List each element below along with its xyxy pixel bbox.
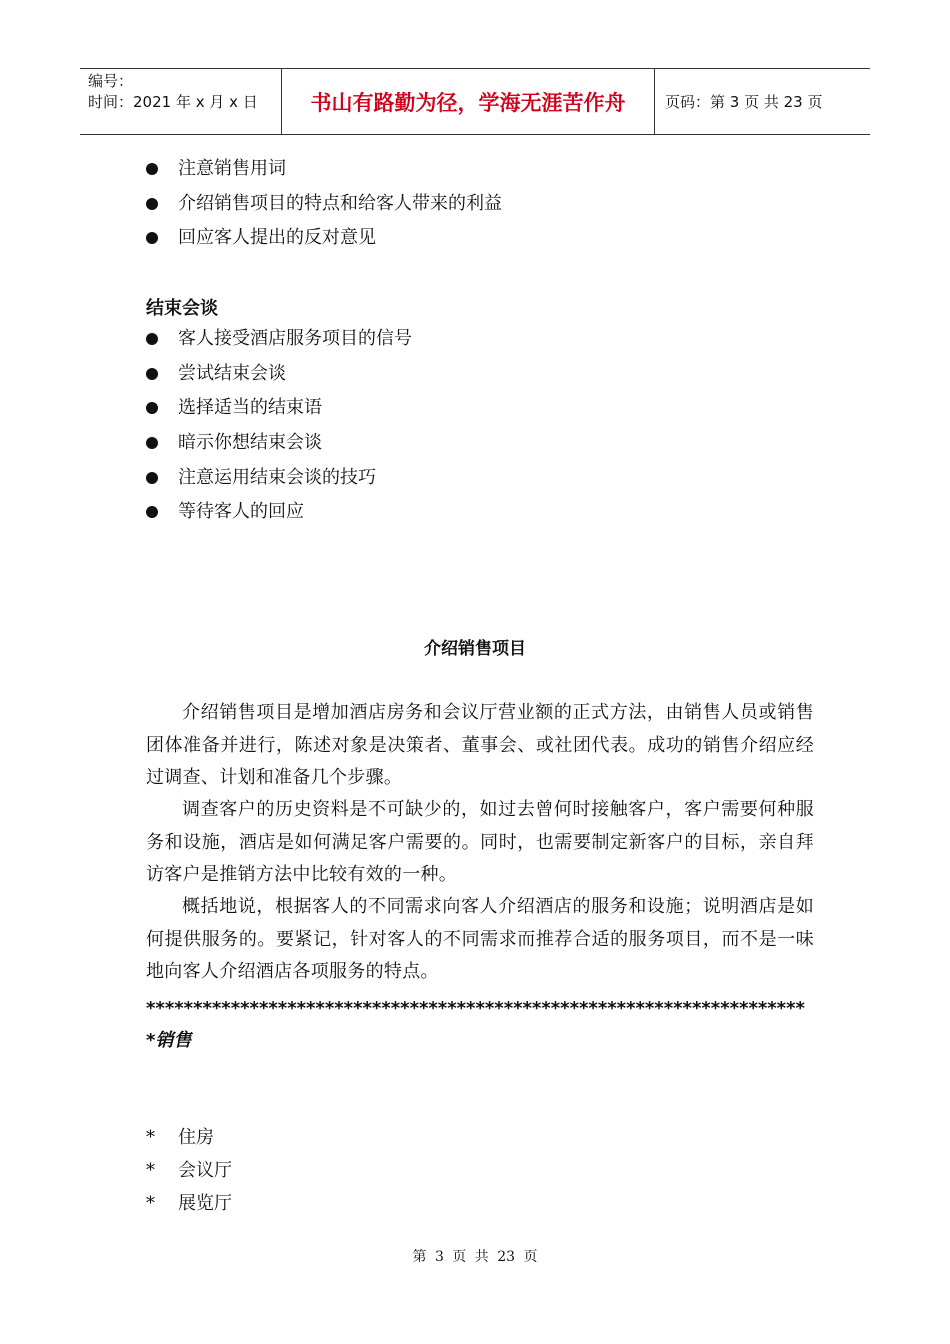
list-item: * 会议厅: [146, 1154, 232, 1187]
bullet-dot-icon: [146, 333, 158, 345]
bullet-dot-icon: [146, 232, 158, 244]
list-item: 回应客人提出的反对意见: [146, 221, 502, 256]
list-item: 暗示你想结束会谈: [146, 426, 412, 461]
bullet-dot-icon: [146, 198, 158, 210]
bullet-dot-icon: [146, 402, 158, 414]
header-meta: [80, 69, 282, 134]
bullet-list-2: [146, 322, 412, 530]
list-item: 选择适当的结束语: [146, 391, 412, 426]
asterisk-bullet-icon: *: [146, 1193, 155, 1214]
page-footer: 第 3 页 共 23 页: [412, 1249, 538, 1265]
header-page-info: 页码：第 3 页 共 23 页: [665, 93, 823, 111]
asterisk-bullet-icon: *: [146, 1127, 155, 1148]
list-item: * 展览厅: [146, 1187, 232, 1220]
time-label: 时间：2021 年 x 月 x 日: [88, 93, 258, 111]
section-title-closing: 结束会谈: [146, 298, 218, 319]
paragraph: 调查客户的历史资料是不可缺少的，如过去曾何时接触客户，客户需要何种服务和设施，酒店是如何满足客户需要的。同时，也需要制定新客户的目标，亲自拜访客户是推销方法中比较有效的一种。: [146, 799, 814, 885]
header-motto: 书山有路勤为径，学海无涯苦作舟: [282, 69, 655, 134]
bullet-dot-icon: [146, 472, 158, 484]
list-item: 介绍销售项目的特点和给客人带来的利益: [146, 187, 502, 222]
asterisk-bullet-icon: *: [146, 1160, 155, 1181]
paragraph: 介绍销售项目是增加酒店房务和会议厅营业额的正式方法，由销售人员或销售团体准备并进行，陈述对象是决策者、董事会、或社团代表。成功的销售介绍应经过调查、计划和准备几个步骤。: [146, 702, 814, 788]
list-item: 注意销售用词: [146, 152, 502, 187]
page-header: [80, 68, 870, 135]
list-item: * 住房: [146, 1121, 232, 1154]
bullet-dot-icon: [146, 163, 158, 175]
bullet-list-1: [146, 152, 502, 256]
bullet-dot-icon: [146, 368, 158, 380]
list-item: 尝试结束会谈: [146, 357, 412, 392]
bullet-list-3: [146, 1121, 232, 1220]
bullet-dot-icon: [146, 506, 158, 518]
number-label: 编号：: [88, 72, 134, 90]
section-title-presentation: 介绍销售项目: [424, 639, 526, 659]
list-item: 等待客人的回应: [146, 495, 412, 530]
asterisk-divider-heading: ***********************************************************************销售: [146, 998, 805, 1051]
list-item: 客人接受酒店服务项目的信号: [146, 322, 412, 357]
bullet-dot-icon: [146, 437, 158, 449]
paragraph: 概括地说，根据客人的不同需求向客人介绍酒店的服务和设施；说明酒店是如何提供服务的。要紧记，针对客人的不同需求而推荐合适的服务项目，而不是一味地向客人介绍酒店各项服务的特点。: [146, 896, 814, 982]
list-item: 注意运用结束会谈的技巧: [146, 461, 412, 496]
